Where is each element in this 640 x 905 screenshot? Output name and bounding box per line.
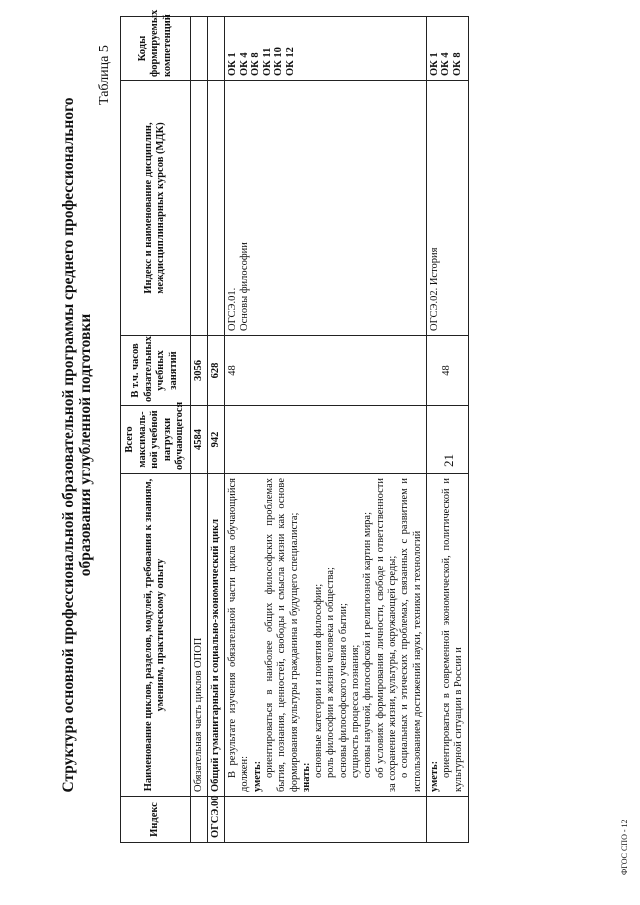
document-title bbox=[60, 95, 94, 795]
know-label: знать: bbox=[300, 762, 312, 792]
competency-code: ОК 4 bbox=[440, 52, 452, 76]
history-required: 48 bbox=[426, 336, 468, 406]
competency-code: ОК 1 bbox=[428, 52, 440, 76]
page-number: 21 bbox=[441, 454, 456, 467]
know-item: о социальных и этических проблемах, связанных с развитием и использованием достижений науки, техники и технологий bbox=[399, 478, 423, 792]
know-item: об условиях формирования личности, свободе и ответственности за сохранение жизни, культуры, окружающей среды; bbox=[374, 478, 398, 792]
competency-code: ОК 11 bbox=[261, 47, 273, 76]
table-row bbox=[207, 17, 224, 843]
cycle-name: Общий гуманитарный и социально-экономический цикл bbox=[207, 474, 224, 797]
discipline-name: Основы философии bbox=[239, 242, 251, 331]
philosophy-requirements bbox=[225, 474, 427, 797]
title-line-2: образования углубленной подготовки bbox=[77, 313, 94, 577]
total-max: 4584 bbox=[190, 406, 207, 474]
table-row bbox=[426, 17, 468, 843]
philosophy-discipline bbox=[225, 81, 427, 336]
history-discipline: ОГСЭ.02. История bbox=[426, 81, 468, 336]
able-label: уметь: bbox=[251, 760, 263, 792]
able-label: уметь: bbox=[428, 760, 440, 792]
intro-text: В результате изучения обязательной части цикла обучающийся должен: bbox=[227, 478, 251, 792]
header-required-hours: В т.ч. часов обязательных учебных занятий bbox=[121, 336, 191, 406]
header-competencies: Коды формируемых компетенций bbox=[121, 17, 191, 81]
competency-code: ОК 8 bbox=[250, 52, 262, 76]
title-line-1: Структура основной профессиональной образовательной программы среднего профессионального bbox=[60, 97, 77, 793]
table-row bbox=[190, 17, 207, 843]
know-item: сущность процесса познания; bbox=[350, 644, 362, 778]
know-item: основные категории и понятия философии; bbox=[313, 583, 325, 778]
structure-table bbox=[120, 9, 469, 843]
total-name: Обязательная часть циклов ОПОП bbox=[190, 474, 207, 797]
philosophy-required: 48 bbox=[225, 336, 427, 406]
header-disciplines: Индекс и наименование дисциплин, междисциплинарных курсов (МДК) bbox=[121, 81, 191, 336]
discipline-code: ОГСЭ.01. bbox=[227, 287, 239, 331]
header-index: Индекс bbox=[121, 797, 191, 843]
cycle-required: 628 bbox=[207, 336, 224, 406]
know-item: основы философского учения о бытии; bbox=[337, 603, 349, 778]
know-item: основы научной, философской и религиозной картин мира; bbox=[362, 511, 374, 778]
table-caption: Таблица 5 bbox=[97, 45, 112, 105]
header-row bbox=[121, 17, 191, 843]
header-max-load: Всего максималь-ной учебной нагрузки обучающегося bbox=[121, 406, 191, 474]
cycle-index: ОГСЭ.00 bbox=[207, 797, 224, 843]
total-required: 3056 bbox=[190, 336, 207, 406]
able-text: ориентироваться в наиболее общих философских проблемах бытия, познания, ценностей, свободы и смысла жизни как основе формирования культуры гражданина и будущего специалиста; bbox=[263, 478, 300, 792]
history-requirements bbox=[426, 474, 468, 797]
competency-code: ОК 12 bbox=[284, 47, 296, 76]
competency-code: ОК 10 bbox=[273, 47, 285, 76]
philosophy-competencies bbox=[225, 17, 427, 81]
page-footer: ФГОС СПО - 12 bbox=[620, 819, 629, 875]
competency-code: ОК 4 bbox=[238, 52, 250, 76]
history-competencies bbox=[426, 17, 468, 81]
competency-code: ОК 1 bbox=[227, 52, 239, 76]
table-row bbox=[225, 17, 427, 843]
know-item: роль философии в жизни человека и общества; bbox=[325, 567, 337, 778]
competency-code: ОК 8 bbox=[451, 52, 463, 76]
cycle-max: 942 bbox=[207, 406, 224, 474]
able-text: ориентироваться в современной экономической, политической и культурной ситуации в России и bbox=[441, 478, 465, 792]
header-name: Наименование циклов, разделов, модулей, требования к знаниям, умениям, практическому опыту bbox=[121, 474, 191, 797]
